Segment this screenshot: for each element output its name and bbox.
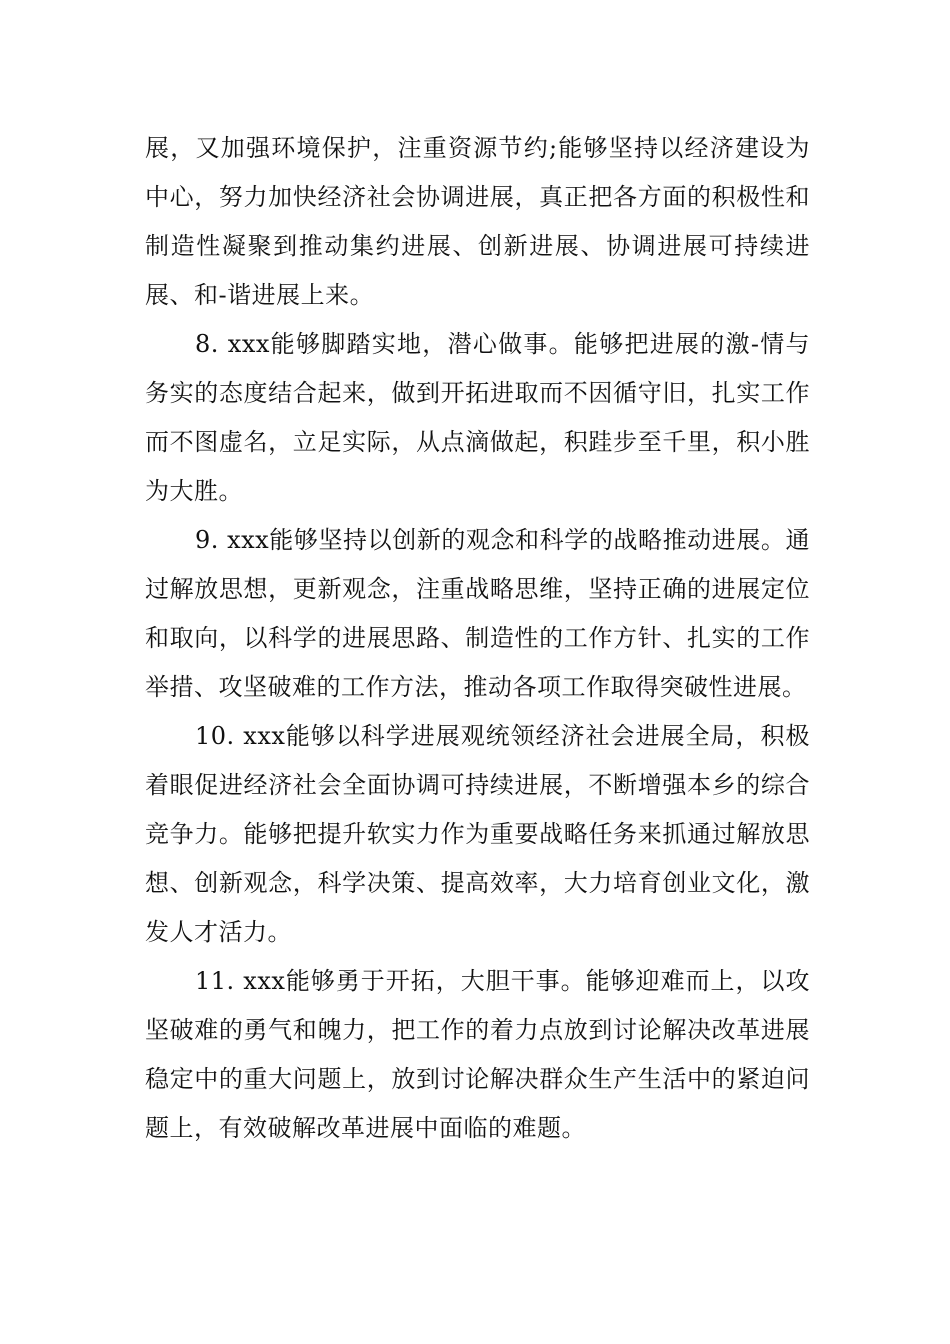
paragraph-item-10: 10. xxx能够以科学进展观统领经济社会进展全局，积极着眼促进经济社会全面协调可持续进展，不断增强本乡的综合竞争力。能够把提升软实力作为重要战略任务来抓通过解放思想、创新观念，科学决策、提高效率，大力培育创业文化，激发人才活力。 xyxy=(145,722,810,946)
document-body xyxy=(145,124,810,1153)
paragraph-continuation: 展，又加强环境保护，注重资源节约;能够坚持以经济建设为中心，努力加快经济社会协调进展，真正把各方面的积极性和制造性凝聚到推动集约进展、创新进展、协调进展可持续进展、和-谐进展上来。 xyxy=(145,134,810,309)
paragraph-item-8: 8. xxx能够脚踏实地，潜心做事。能够把进展的激-情与务实的态度结合起来，做到开拓进取而不因循守旧，扎实工作而不图虚名，立足实际，从点滴做起，积跬步至千里，积小胜为大胜。 xyxy=(145,330,810,505)
paragraph-item-11: 11. xxx能够勇于开拓，大胆干事。能够迎难而上，以攻坚破难的勇气和魄力，把工作的着力点放到讨论解决改革进展稳定中的重大问题上，放到讨论解决群众生产生活中的紧迫问题上，有效破解改革进展中面临的难题。 xyxy=(145,967,810,1142)
paragraph-item-9: 9. xxx能够坚持以创新的观念和科学的战略推动进展。通过解放思想，更新观念，注重战略思维，坚持正确的进展定位和取向，以科学的进展思路、制造性的工作方针、扎实的工作举措、攻坚破难的工作方法，推动各项工作取得突破性进展。 xyxy=(145,526,810,701)
